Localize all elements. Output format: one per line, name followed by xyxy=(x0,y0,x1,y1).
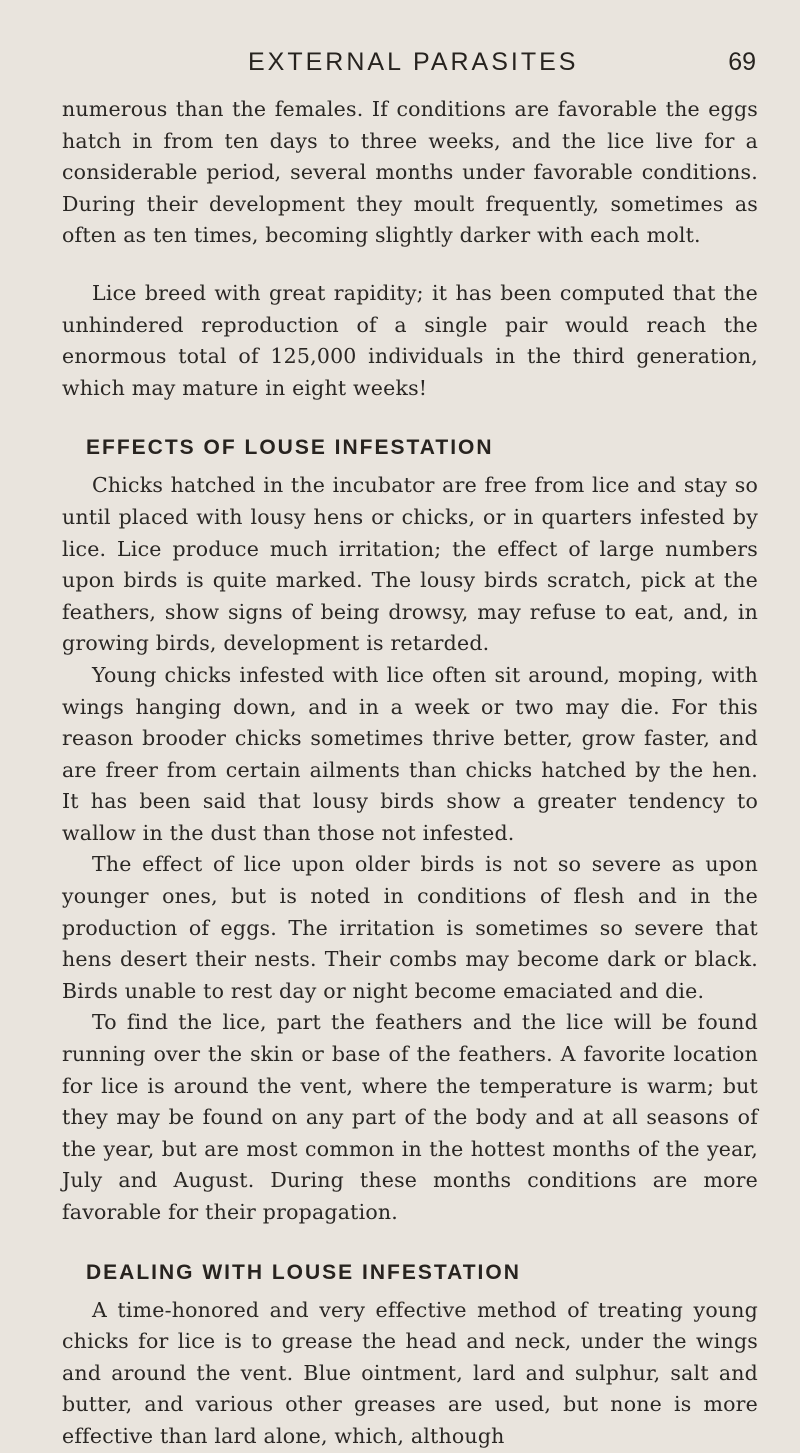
running-title: EXTERNAL PARASITES xyxy=(248,48,579,76)
section-gap xyxy=(62,404,758,432)
paragraph-young-chicks: Young chicks infested with lice often sit around, moping, with wings hanging down, and in a week or two may die. For this reason brooder chicks sometimes thrive better, grow faster, and are freer from certain ailments than chicks hatched by the hen. It has been said that lousy birds show a greater tendency to wallow in the dust than those not infested. xyxy=(62,662,758,845)
paragraph-continued: numerous than the females. If conditions are favorable the eggs hatch in from ten days to three weeks, and the lice live for a considerable period, several months under favorable conditions. During their development they moult frequently, sometimes as often as ten times, becoming slightly darker with each molt. xyxy=(62,97,758,248)
section-gap xyxy=(62,1229,758,1257)
page-number: 69 xyxy=(728,48,756,76)
running-header xyxy=(62,48,758,88)
paragraph-gap xyxy=(62,252,758,278)
paragraph-lice-breeding: Lice breed with great rapidity; it has been computed that the unhindered reproduction of a single pair would reach the enormous total of 125,000 individuals in the third generation, which may mature in eight weeks! xyxy=(62,280,758,400)
paragraph-finding-lice: To find the lice, part the feathers and the lice will be found running over the skin or base of the feathers. A favorite location for lice is around the vent, where the temperature is warm; but they may be found on any part of the body and at all seasons of the year, but are most common in the hottest months of the year, July and August. During these months conditions are more favorable for their propagation. xyxy=(62,1010,758,1224)
paragraph-treatment: A time-honored and very effective method of treating young chicks for lice is to grease the head and neck, under the wings and around the vent. Blue ointment, lard and sulphur, salt and butter, and various other greases are used, but none is more effective than lard alone, which, although xyxy=(62,1297,758,1448)
section-heading-effects: EFFECTS OF LOUSE INFESTATION xyxy=(86,436,494,460)
section-heading-dealing: DEALING WITH LOUSE INFESTATION xyxy=(86,1260,521,1284)
paragraph-chicks-incubator: Chicks hatched in the incubator are free from lice and stay so until placed with lousy hens or chicks, or in quarters infested by lice. Lice produce much irritation; the effect of large numbers upon birds is quite marked. The lousy birds scratch, pick at the feathers, show signs of being drowsy, may refuse to eat, and, in growing birds, development is retarded. xyxy=(62,473,758,656)
paragraph-older-birds: The effect of lice upon older birds is not so severe as upon younger ones, but is noted in conditions of flesh and in the production of eggs. The irritation is sometimes so severe that hens desert their nests. Their combs may become dark or black. Birds unable to rest day or night become emaciated and die. xyxy=(62,852,758,1003)
